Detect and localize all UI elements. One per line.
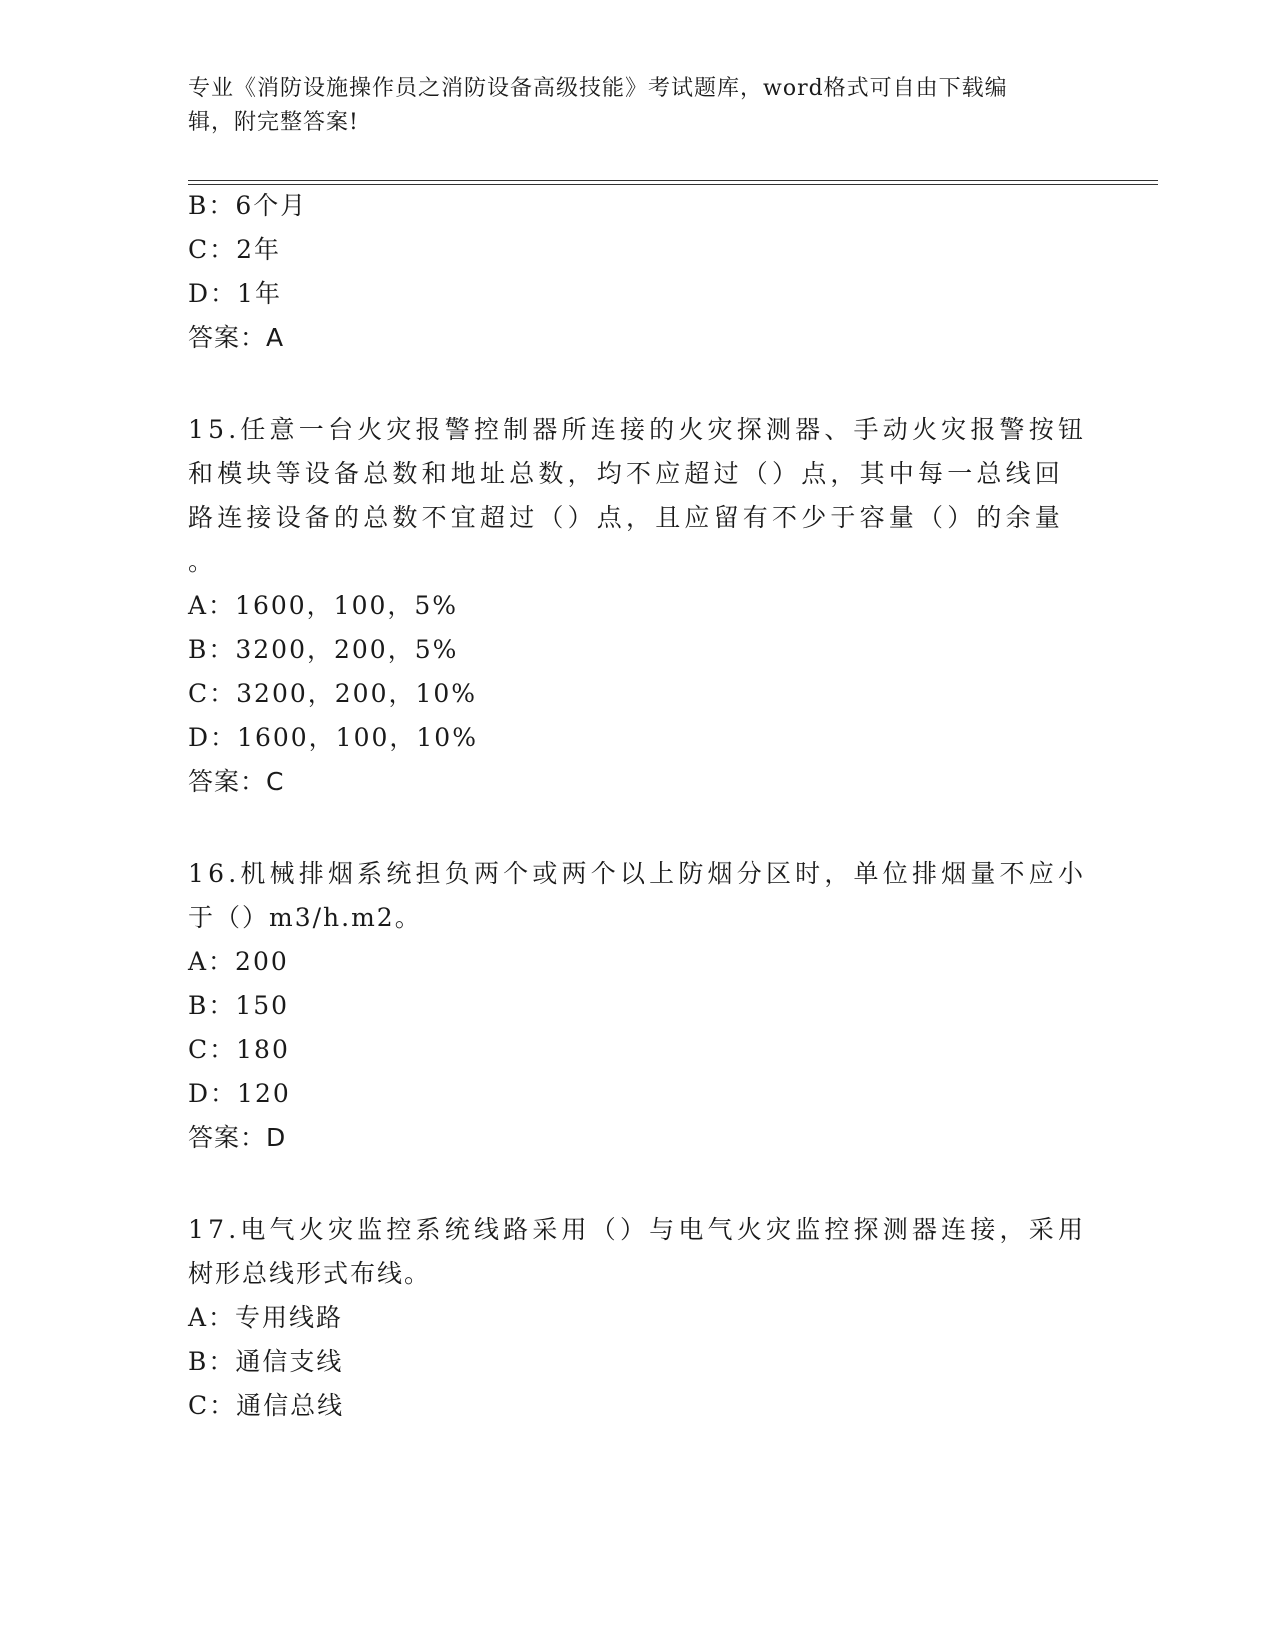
header-divider-top: [188, 180, 1158, 181]
header-line-1: 专业《消防设施操作员之消防设备高级技能》考试题库，word格式可自由下载编: [188, 76, 1008, 101]
option-a: A：1600，100，5%: [188, 591, 459, 620]
option-a: A：专用线路: [188, 1303, 344, 1332]
answer-line: 答案：C: [188, 767, 285, 796]
option-b: B：通信支线: [188, 1347, 344, 1376]
question-17-line-2: 树形总线形式布线。: [188, 1259, 432, 1288]
option-c: C：3200，200，10%: [188, 679, 478, 708]
option-d: D：120: [188, 1079, 291, 1108]
question-15-line-4: 。: [188, 547, 216, 576]
option-c: C：2年: [188, 235, 282, 264]
document-header: [188, 72, 1088, 140]
answer-line: 答案：D: [188, 1123, 287, 1152]
question-15-line-2: 和模块等设备总数和地址总数，均不应超过（）点，其中每一总线回: [188, 459, 1065, 488]
option-b: B：3200，200，5%: [188, 635, 459, 664]
option-b: B：150: [188, 991, 290, 1020]
option-c: C：180: [188, 1035, 290, 1064]
answer-line: 答案：A: [188, 323, 285, 352]
question-15-line-1: 15.任意一台火灾报警控制器所连接的火灾探测器、手动火灾报警按钮: [188, 415, 1088, 444]
header-divider-bottom: [188, 184, 1158, 185]
option-a: A：200: [188, 947, 289, 976]
option-c: C：通信总线: [188, 1391, 345, 1420]
question-15-line-3: 路连接设备的总数不宜超过（）点，且应留有不少于容量（）的余量: [188, 503, 1065, 532]
option-d: D：1600，100，10%: [188, 723, 478, 752]
header-line-2: 辑，附完整答案!: [188, 110, 359, 135]
question-16-line-1: 16.机械排烟系统担负两个或两个以上防烟分区时，单位排烟量不应小: [188, 859, 1088, 888]
question-17-line-1: 17.电气火灾监控系统线路采用（）与电气火灾监控探测器连接，采用: [188, 1215, 1088, 1244]
option-b: B：6个月: [188, 191, 308, 220]
question-16-line-2: 于（）m3/h.m2。: [188, 903, 422, 932]
option-d: D：1年: [188, 279, 282, 308]
